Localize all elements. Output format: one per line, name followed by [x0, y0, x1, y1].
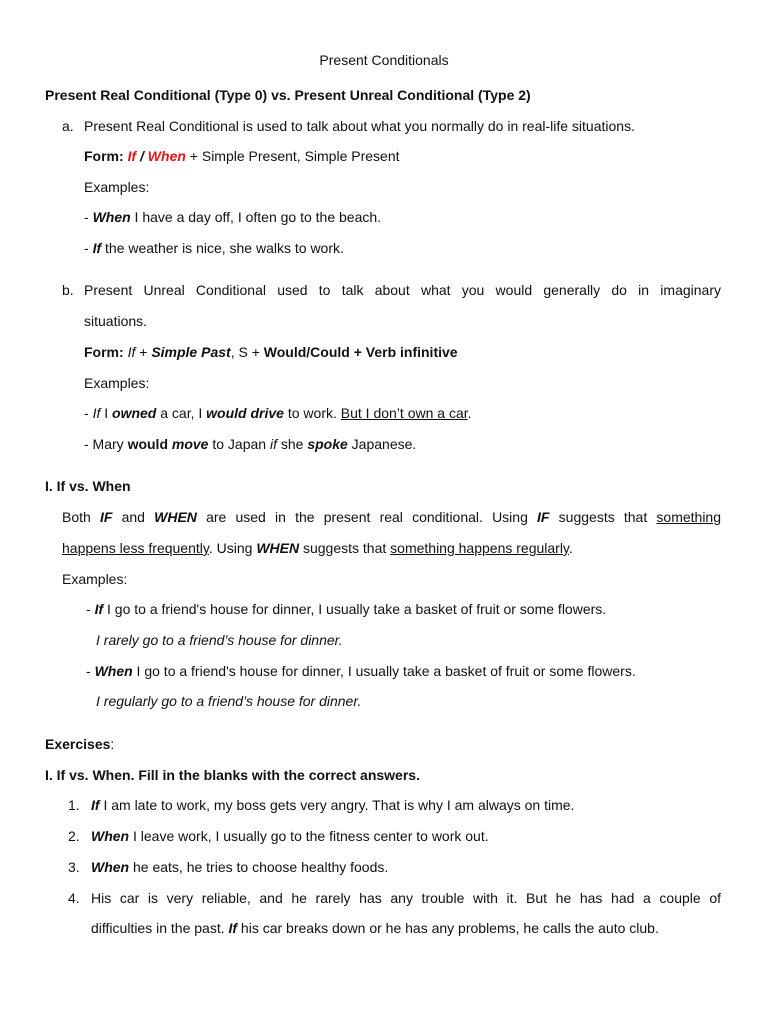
example-line [84, 208, 381, 226]
example-would: would [127, 436, 172, 452]
underlined-text: happens less frequently [62, 540, 209, 556]
form-end: Would/Could + Verb infinitive [263, 344, 458, 360]
example-note: I rarely go to a friend’s house for dinner. [96, 632, 343, 648]
exercise-item [91, 858, 388, 876]
example-line [86, 662, 636, 680]
text: - Mary [84, 436, 128, 452]
exercises-subheading: I. If vs. When. Fill in the blanks with the correct answers. [45, 767, 420, 783]
example-line [86, 600, 606, 618]
example-keyword: If [94, 601, 104, 617]
exercise-text: he eats, he tries to choose healthy foods. [129, 859, 389, 875]
text: . [467, 405, 472, 421]
section-a-form [84, 147, 400, 165]
exercise-item [91, 796, 574, 814]
exercise-text: I leave work, I usually go to the fitness center to work out. [129, 828, 489, 844]
exercise-item-cont [91, 919, 659, 937]
text: suggests that [549, 509, 657, 525]
example-would-drive: would drive [206, 405, 284, 421]
text: I [100, 405, 113, 421]
dash: - [84, 209, 93, 225]
answer-keyword: If [228, 920, 238, 936]
example-keyword: When [92, 209, 131, 225]
example-line [84, 239, 344, 257]
exercise-text: difficulties in the past. [91, 920, 229, 936]
exercise-item: His car is very reliable, and he rarely has any trouble with it. But he has had a couple of [91, 890, 721, 906]
section-b-text: Present Unreal Conditional used to talk about what you would generally do in imaginary [84, 282, 721, 298]
text: to Japan [208, 436, 270, 452]
text: a car, I [156, 405, 207, 421]
example-line [84, 404, 472, 422]
form-mid: , S + [230, 344, 264, 360]
example-text: I have a day off, I often go to the beach. [130, 209, 382, 225]
dash: - [86, 601, 95, 617]
examples-label: Examples: [62, 571, 128, 587]
text: and [112, 509, 155, 525]
exercises-heading [45, 735, 114, 753]
exercise-text: I am late to work, my boss gets very angry. That is why I am always on time. [99, 797, 575, 813]
main-heading: Present Real Conditional (Type 0) vs. Present Unreal Conditional (Type 2) [45, 87, 531, 103]
example-line [84, 435, 416, 453]
section-i-para-line1 [62, 508, 721, 526]
answer-keyword: When [91, 828, 130, 844]
exercises-label: Exercises [45, 736, 111, 752]
form-rest: + Simple Present, Simple Present [185, 148, 400, 164]
examples-label: Examples: [84, 375, 150, 391]
example-if: if [269, 436, 277, 452]
colon: : [110, 736, 115, 752]
examples-label: Examples: [84, 179, 150, 195]
list-marker-a: a. [62, 118, 74, 134]
text: Japanese. [347, 436, 417, 452]
underlined-text: But I don’t own a car [340, 405, 468, 421]
dash: - [84, 405, 93, 421]
example-text: I go to a friend's house for dinner, I usually take a basket of fruit or some flowers. [132, 663, 636, 679]
example-keyword: If [92, 240, 102, 256]
text: are used in the present real conditional. Using [196, 509, 538, 525]
list-marker-b: b. [62, 282, 74, 298]
example-text: I go to a friend's house for dinner, I usually take a basket of fruit or some flowers. [103, 601, 607, 617]
text: . Using [208, 540, 257, 556]
text: suggests that [299, 540, 391, 556]
form-plus: + [135, 344, 152, 360]
answer-keyword: When [91, 859, 130, 875]
answer-keyword: If [91, 797, 100, 813]
section-i-heading: I. If vs. When [45, 478, 131, 494]
example-note: I regularly go to a friend’s house for dinner. [96, 693, 362, 709]
form-label: Form: [84, 148, 124, 164]
exercise-text: his car breaks down or he has any problems, he calls the auto club. [237, 920, 659, 936]
form-when: When [147, 148, 186, 164]
form-if: If [127, 344, 136, 360]
section-b-form [84, 343, 458, 361]
underlined-text: something happens regularly [390, 540, 569, 556]
example-move: move [171, 436, 209, 452]
form-slash: / [136, 148, 148, 164]
section-i-para-line2 [62, 539, 573, 557]
section-a-text: Present Real Conditional is used to talk about what you normally do in real-life situations. [84, 118, 635, 134]
dash: - [84, 240, 93, 256]
example-owned: owned [112, 405, 157, 421]
form-simple-past: Simple Past [151, 344, 231, 360]
exercise-number: 3. [68, 859, 80, 875]
dash: - [86, 663, 95, 679]
exercise-item [91, 827, 489, 845]
example-spoke: spoke [307, 436, 348, 452]
text: to work. [283, 405, 341, 421]
example-if: If [92, 405, 101, 421]
underlined-text: something [656, 509, 721, 525]
keyword-if: IF [537, 509, 550, 525]
example-text: the weather is nice, she walks to work. [101, 240, 344, 256]
text: . [568, 540, 573, 556]
exercise-number: 2. [68, 828, 80, 844]
page-title: Present Conditionals [319, 52, 449, 68]
exercise-number: 1. [68, 797, 80, 813]
example-keyword: When [94, 663, 133, 679]
exercise-number: 4. [68, 890, 80, 906]
keyword-if: IF [99, 509, 113, 525]
section-b-text-cont: situations. [84, 313, 148, 329]
text: Both [62, 509, 100, 525]
text: she [276, 436, 308, 452]
keyword-when: WHEN [154, 509, 197, 525]
keyword-when: WHEN [256, 540, 300, 556]
form-if: If [127, 148, 137, 164]
form-label: Form: [84, 344, 124, 360]
